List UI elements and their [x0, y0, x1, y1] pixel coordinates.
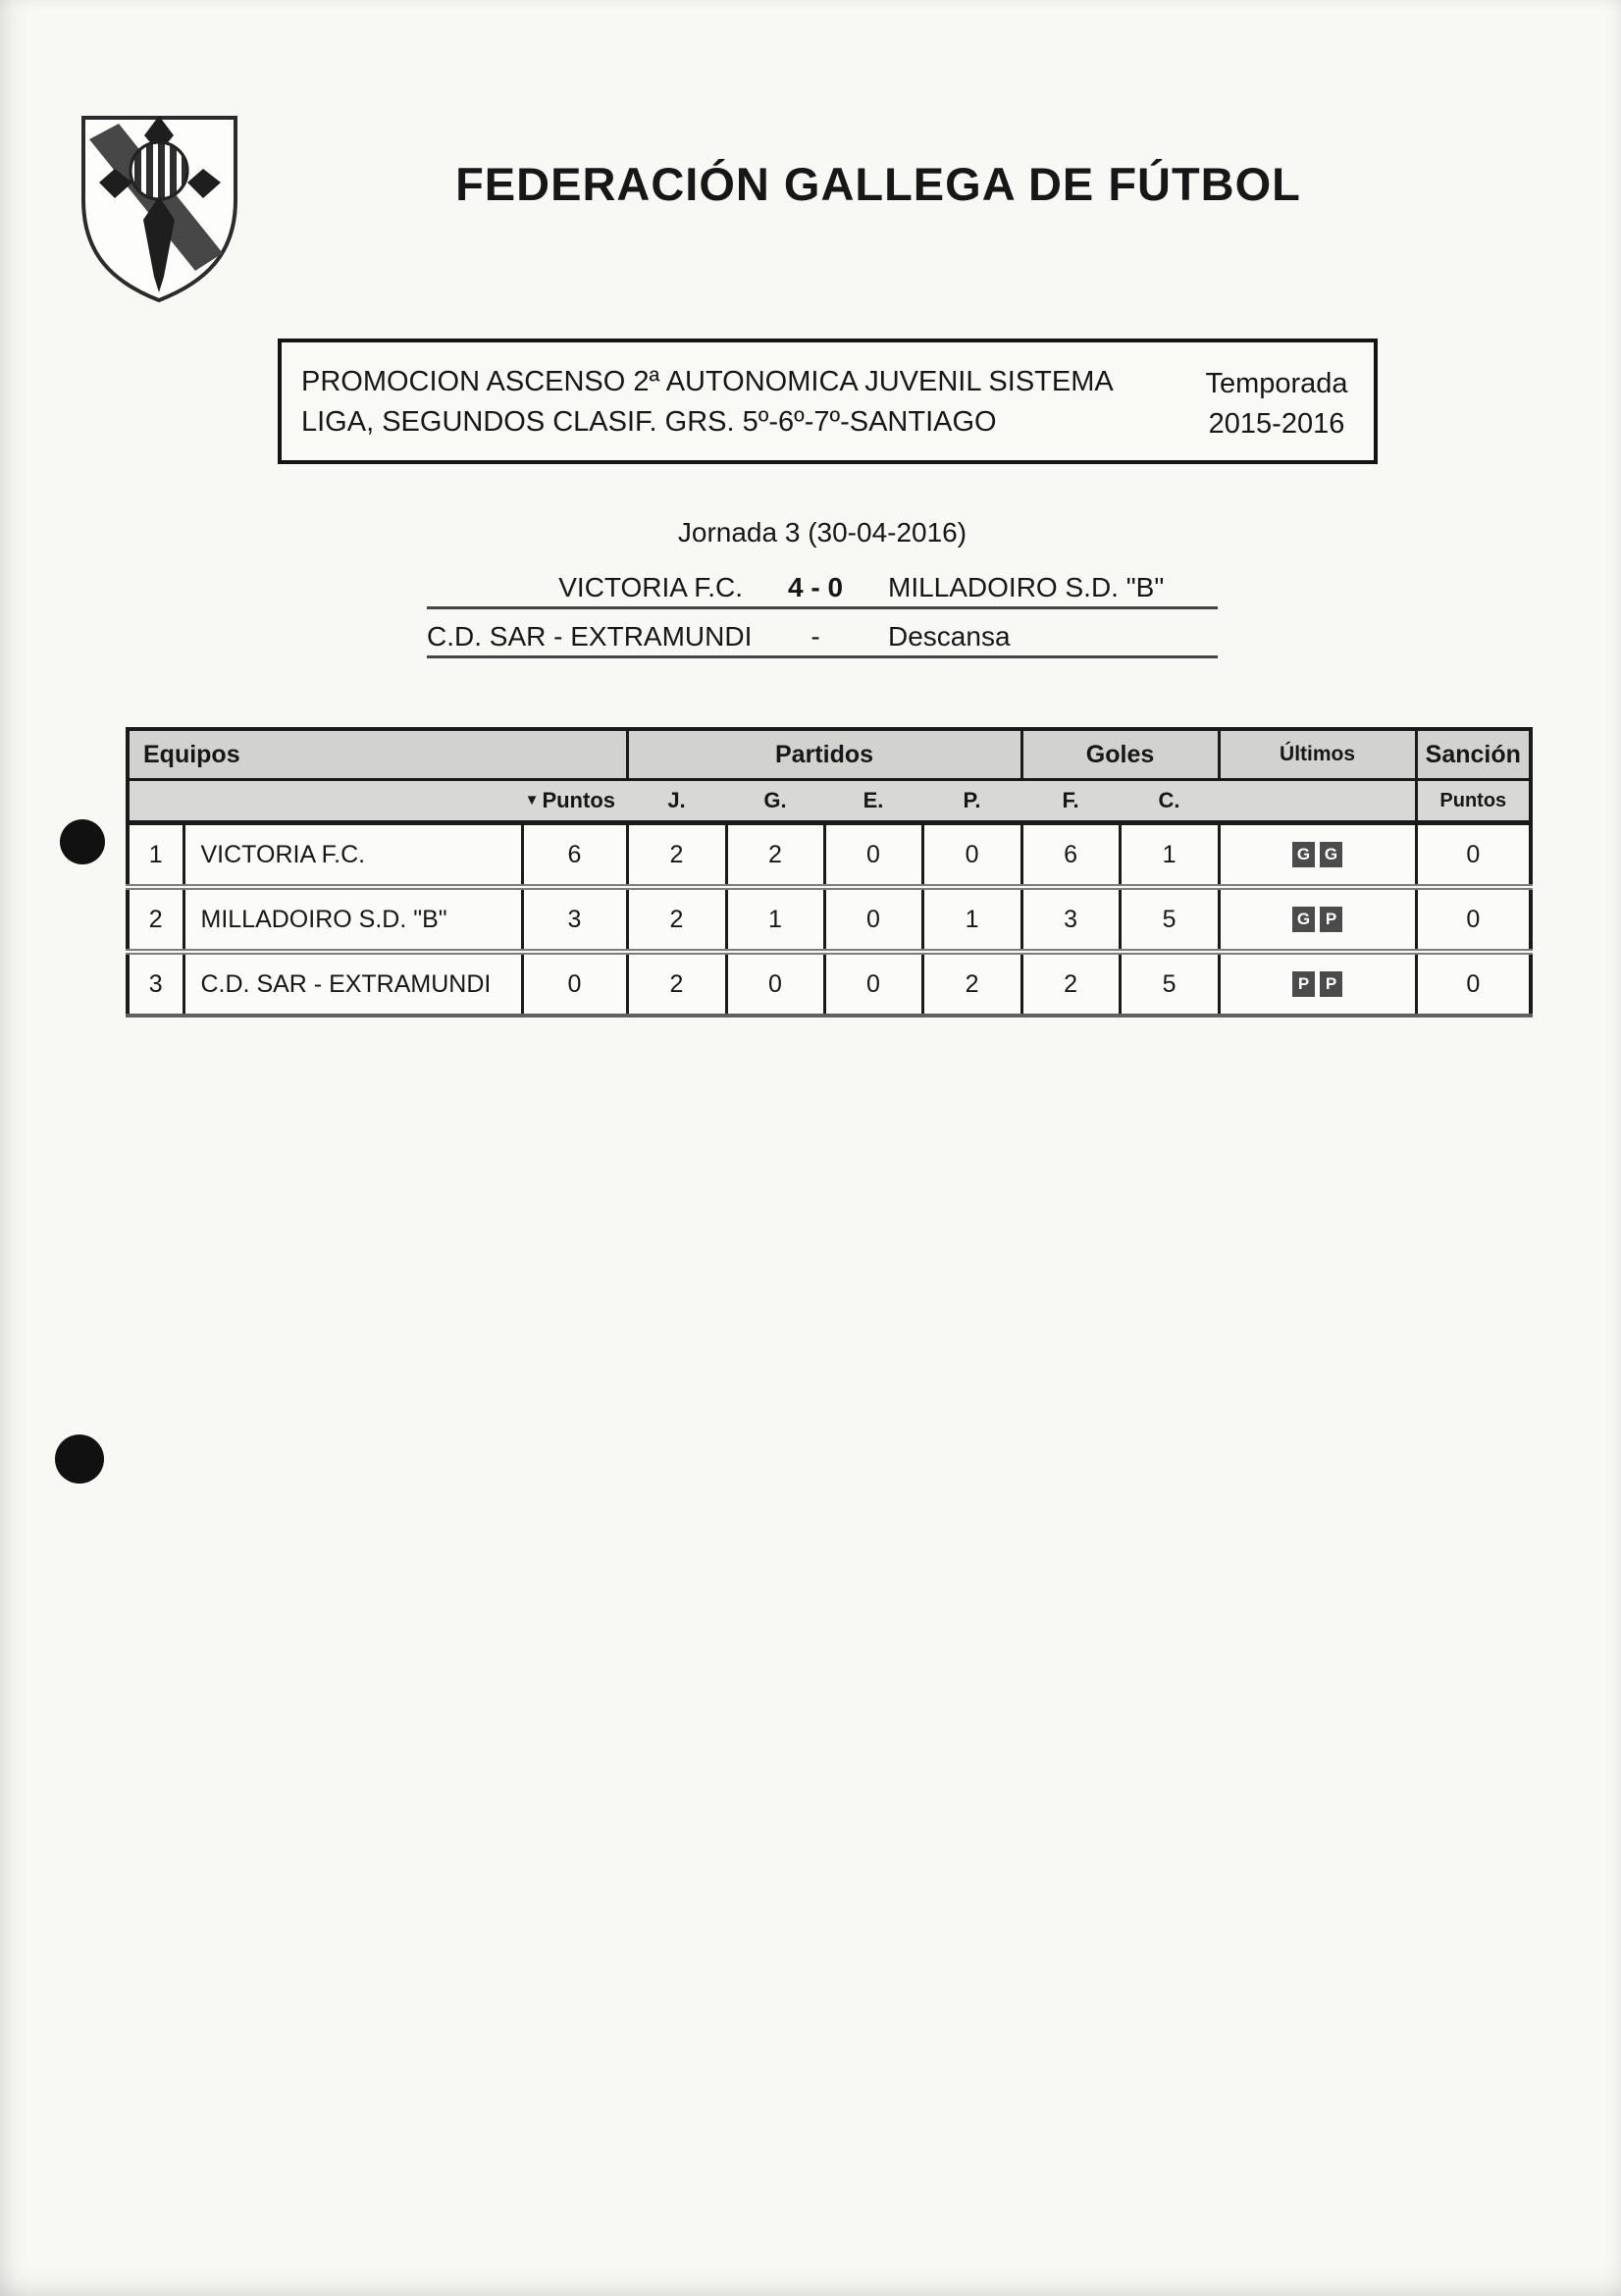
empatados-cell: 0	[824, 887, 922, 952]
ganados-cell: 1	[726, 887, 824, 952]
sancion-cell: 0	[1416, 952, 1531, 1016]
recent-results	[1221, 907, 1415, 932]
column-perdidos: P.	[922, 780, 1021, 823]
puntos-cell: 0	[522, 952, 627, 1016]
ultimos-cell	[1219, 823, 1416, 888]
jugados-cell: 2	[627, 823, 726, 888]
perdidos-cell: 2	[922, 952, 1021, 1016]
match-score: 4 - 0	[787, 572, 844, 602]
page-title: FEDERACIÓN GALLEGA DE FÚTBOL	[455, 158, 1301, 210]
column-sancion-puntos: Puntos	[1416, 780, 1531, 823]
match-home-team: VICTORIA F.C.	[558, 572, 743, 602]
match-row	[427, 560, 1218, 609]
goles-contra-cell: 5	[1120, 952, 1219, 1016]
empatados-cell: 0	[824, 823, 922, 888]
ultimos-cell	[1219, 887, 1416, 952]
column-jugados: J.	[627, 780, 726, 823]
competition-name-line1: PROMOCION ASCENSO 2ª AUTONOMICA JUVENIL SISTEMA	[301, 366, 1114, 397]
federation-crest-logo	[74, 110, 245, 306]
column-group-ultimos: Últimos	[1219, 729, 1416, 780]
position-cell: 3	[128, 952, 183, 1016]
result-badge: P	[1292, 971, 1315, 997]
result-badge: G	[1292, 842, 1315, 867]
table-row	[128, 887, 1531, 952]
competition-header-box	[278, 339, 1378, 464]
perdidos-cell: 0	[922, 823, 1021, 888]
match-away-team: MILLADOIRO S.D. "B"	[888, 572, 1165, 602]
puntos-cell: 6	[522, 823, 627, 888]
column-group-header-row	[128, 729, 1531, 780]
subheader-spacer	[128, 780, 522, 823]
goles-contra-cell: 5	[1120, 887, 1219, 952]
column-group-partidos: Partidos	[627, 729, 1021, 780]
season-block	[1193, 364, 1360, 444]
sort-descending-icon: ▼	[524, 792, 540, 809]
hole-punch	[60, 819, 105, 864]
team-name-cell: MILLADOIRO S.D. "B"	[183, 887, 522, 952]
table-row	[128, 952, 1531, 1016]
table-row	[128, 823, 1531, 888]
ganados-cell: 0	[726, 952, 824, 1016]
season-value: 2015-2016	[1208, 408, 1345, 440]
result-badge: P	[1320, 971, 1342, 997]
column-group-equipos: Equipos	[128, 729, 627, 780]
jugados-cell: 2	[627, 887, 726, 952]
match-status: Descansa	[888, 621, 1011, 652]
standings-table	[126, 727, 1533, 1018]
recent-results	[1221, 971, 1415, 997]
puntos-cell: 3	[522, 887, 627, 952]
team-name-cell: VICTORIA F.C.	[183, 823, 522, 888]
sancion-cell: 0	[1416, 823, 1531, 888]
perdidos-cell: 1	[922, 887, 1021, 952]
team-name-cell: C.D. SAR - EXTRAMUNDI	[183, 952, 522, 1016]
ultimos-cell	[1219, 952, 1416, 1016]
hole-punch	[55, 1435, 104, 1484]
jugados-cell: 2	[627, 952, 726, 1016]
match-results	[427, 560, 1218, 658]
goles-contra-cell: 1	[1120, 823, 1219, 888]
column-empatados: E.	[824, 780, 922, 823]
column-puntos	[522, 780, 627, 823]
goles-favor-cell: 3	[1021, 887, 1120, 952]
result-badge: G	[1320, 842, 1342, 867]
result-badge: G	[1292, 907, 1315, 932]
subheader-spacer	[1219, 780, 1416, 823]
competition-name	[301, 362, 1114, 443]
column-group-goles: Goles	[1021, 729, 1219, 780]
empatados-cell: 0	[824, 952, 922, 1016]
competition-name-line2: LIGA, SEGUNDOS CLASIF. GRS. 5º-6º-7º-SANTIAGO	[301, 406, 997, 438]
match-row	[427, 609, 1218, 658]
ganados-cell: 2	[726, 823, 824, 888]
column-puntos-label: Puntos	[542, 788, 615, 812]
sancion-cell: 0	[1416, 887, 1531, 952]
position-cell: 2	[128, 887, 183, 952]
column-goles-favor: F.	[1021, 780, 1120, 823]
recent-results	[1221, 842, 1415, 867]
round-title: Jornada 3 (30-04-2016)	[677, 517, 967, 548]
goles-favor-cell: 6	[1021, 823, 1120, 888]
result-badge: P	[1320, 907, 1342, 932]
match-score: -	[810, 621, 820, 652]
sub-header-row	[128, 780, 1531, 823]
position-cell: 1	[128, 823, 183, 888]
goles-favor-cell: 2	[1021, 952, 1120, 1016]
match-home-team: C.D. SAR - EXTRAMUNDI	[427, 621, 753, 652]
column-goles-contra: C.	[1120, 780, 1219, 823]
column-group-sancion: Sanción	[1416, 729, 1531, 780]
season-label: Temporada	[1205, 368, 1348, 399]
column-ganados: G.	[726, 780, 824, 823]
